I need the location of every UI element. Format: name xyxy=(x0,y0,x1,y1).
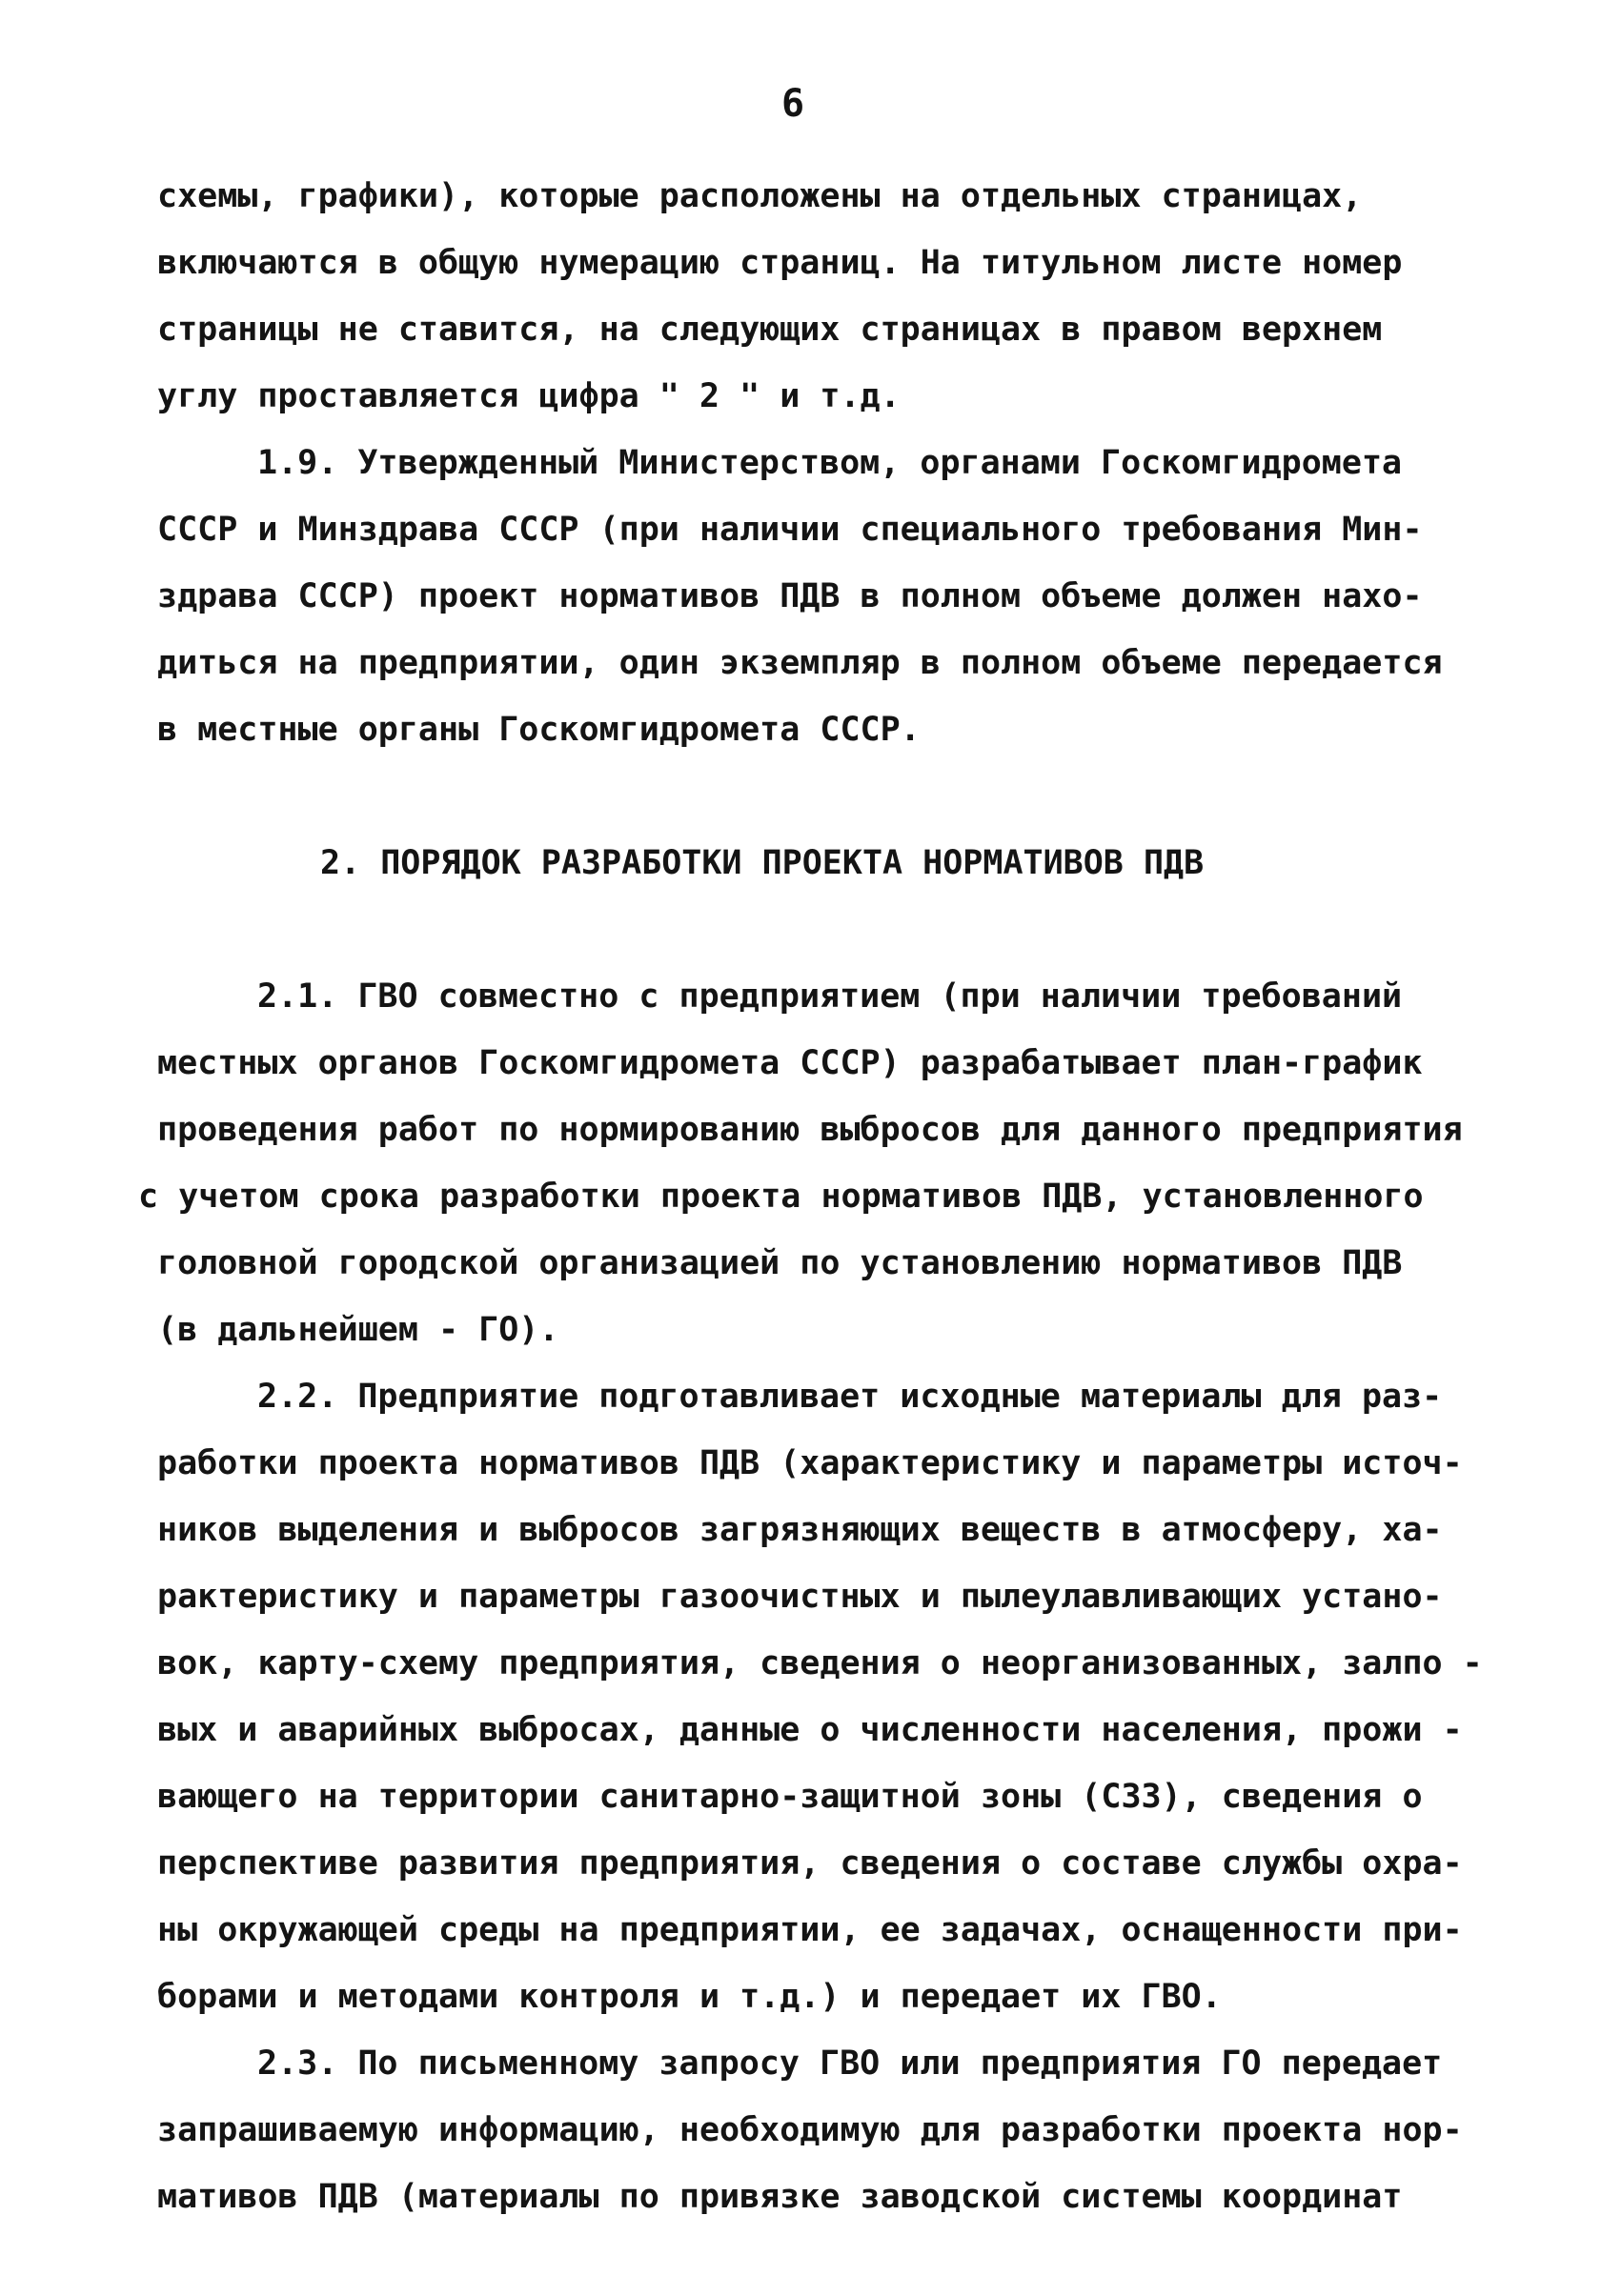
text-line: вок, карту-схему предприятия, сведения о неорганизованных, залпо - xyxy=(157,1644,1483,1682)
text-line: включаются в общую нумерацию страниц. На титульном листе номер xyxy=(157,244,1403,282)
text-line: (в дальнейшем - ГО). xyxy=(157,1311,559,1349)
text-line: 2.3. По письменному запросу ГВО или предприятия ГО передает xyxy=(257,2044,1443,2083)
text-line: углу проставляется цифра " 2 " и т.д. xyxy=(157,377,901,415)
text-line: диться на предприятии, один экземпляр в полном объеме передается xyxy=(157,644,1443,682)
text-line: мативов ПДВ (материалы по привязке заводской системы координат xyxy=(157,2178,1403,2216)
text-line: с учетом срока разработки проекта нормативов ПДВ, установленного xyxy=(138,1178,1424,1216)
text-line: проведения работ по нормированию выбросов для данного предприятия xyxy=(157,1111,1463,1149)
text-line: перспективе развития предприятия, сведения о составе службы охра- xyxy=(157,1844,1463,1883)
text-line: схемы, графики), которые расположены на отдельных страницах, xyxy=(157,177,1363,215)
text-line: запрашиваемую информацию, необходимую для разработки проекта нор- xyxy=(157,2111,1463,2149)
text-line: 1.9. Утвержденный Министерством, органами Госкомгидромета xyxy=(257,444,1403,482)
text-line: страницы не ставится, на следующих страницах в правом верхнем xyxy=(157,311,1383,349)
text-line: вающего на территории санитарно-защитной зоны (СЗЗ), сведения о xyxy=(157,1778,1423,1816)
text-line: рактеристику и параметры газоочистных и пылеулавливающих устано- xyxy=(157,1578,1443,1616)
page-number: 6 xyxy=(781,82,805,126)
text-line: местных органов Госкомгидромета СССР) разрабатывает план-график xyxy=(157,1044,1423,1082)
text-line: головной городской организацией по установлению нормативов ПДВ xyxy=(157,1244,1403,1282)
text-line: 2.2. Предприятие подготавливает исходные материалы для раз- xyxy=(257,1378,1443,1416)
text-line: 2.1. ГВО совместно с предприятием (при наличии требований xyxy=(257,977,1403,1016)
text-line: ников выделения и выбросов загрязняющих веществ в атмосферу, ха- xyxy=(157,1511,1443,1549)
section-heading: 2. ПОРЯДОК РАЗРАБОТКИ ПРОЕКТА НОРМАТИВОВ ПДВ xyxy=(320,844,1205,882)
text-line: борами и методами контроля и т.д.) и передает их ГВО. xyxy=(157,1978,1222,2016)
text-line: работки проекта нормативов ПДВ (характеристику и параметры источ- xyxy=(157,1444,1463,1482)
text-line: вых и аварийных выбросах, данные о численности населения, прожи - xyxy=(157,1711,1463,1749)
text-line: ны окружающей среды на предприятии, ее задачах, оснащенности при- xyxy=(157,1911,1463,1949)
text-line: здрава СССР) проект нормативов ПДВ в полном объеме должен нахо- xyxy=(157,577,1423,615)
text-line: СССР и Минздрава СССР (при наличии специального требования Мин- xyxy=(157,511,1423,549)
text-line: в местные органы Госкомгидромета СССР. xyxy=(157,711,921,749)
